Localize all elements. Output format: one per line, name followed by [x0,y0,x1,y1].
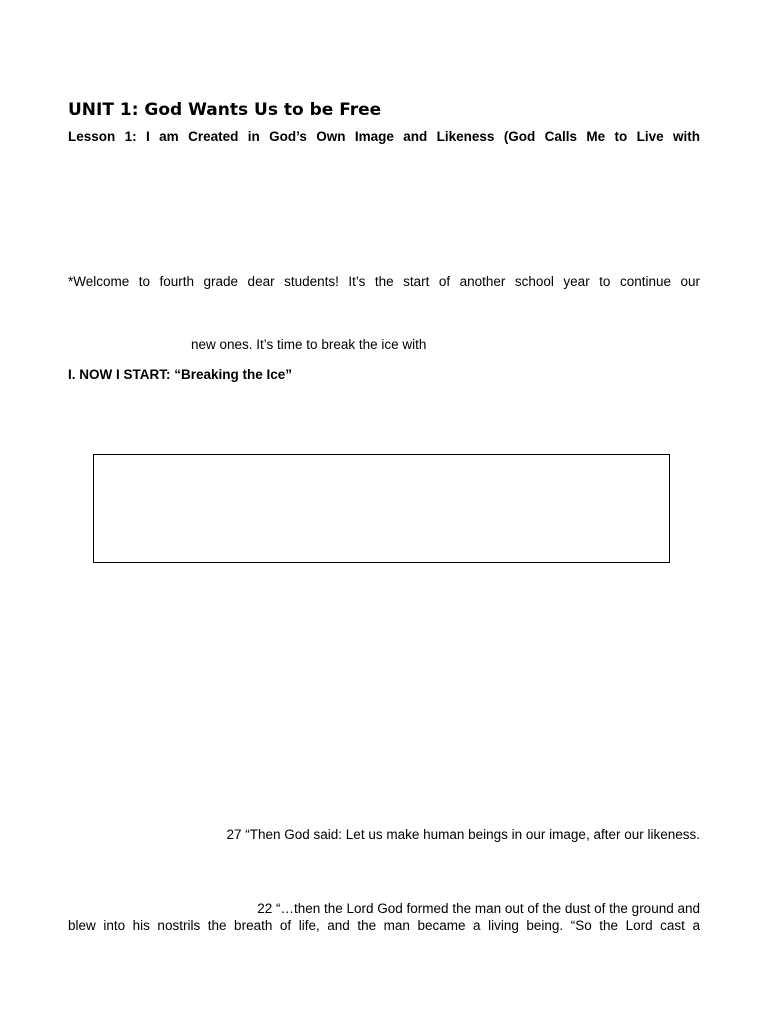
verse-22-line-2: blew into his nostrils the breath of life, and the man became a living being. “So the Lord cast a [68,918,700,933]
verse-22-line-1: 22 “…then the Lord God formed the man out of the dust of the ground and [257,901,700,916]
verse-27-text: 27 “Then God said: Let us make human beings in our image, after our likeness. [226,827,700,842]
lesson-title: Lesson 1: I am Created in God’s Own Image and Likeness (God Calls Me to Live with [68,129,700,144]
section-heading-now-i-start: I. NOW I START: “Breaking the Ice” [68,367,293,382]
empty-answer-box [93,454,670,563]
welcome-paragraph: *Welcome to fourth grade dear students! It’s the start of another school year to continue our [68,274,700,289]
unit-title: UNIT 1: God Wants Us to be Free [68,100,382,120]
new-ones-text: new ones. It’s time to break the ice with [191,337,427,352]
